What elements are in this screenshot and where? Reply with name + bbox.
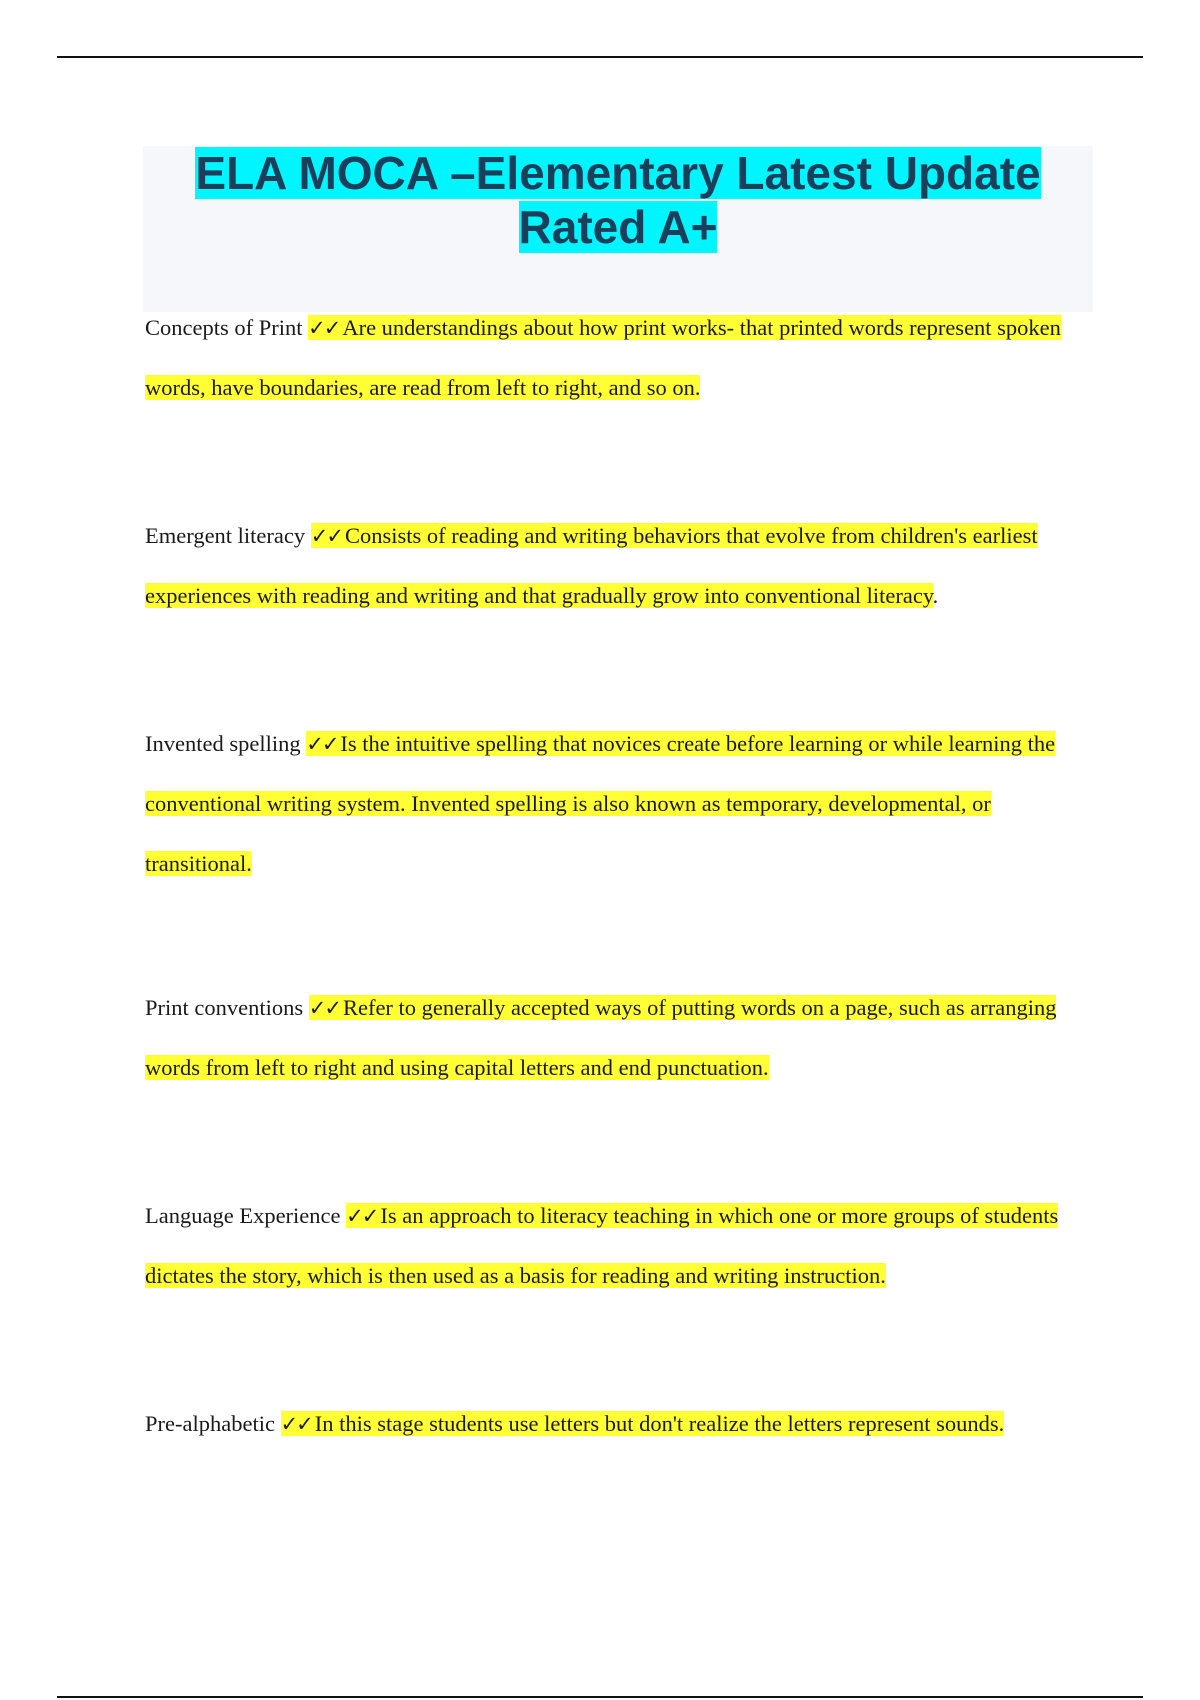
bottom-rule xyxy=(57,1696,1143,1698)
entry-term: Language Experience xyxy=(145,1203,341,1228)
title-block xyxy=(143,146,1093,312)
entry-definition-text: Are understandings about how print works- that printed words represent spoken words, have boundaries, are read from left to right, and so on. xyxy=(145,315,1061,400)
double-check-icon: ✓✓ xyxy=(306,732,338,756)
title-line-2: Rated A+ xyxy=(518,201,718,253)
glossary-entry xyxy=(145,714,1085,894)
double-check-icon: ✓✓ xyxy=(308,316,340,340)
glossary-entry xyxy=(145,978,1085,1098)
document-title xyxy=(143,146,1093,254)
entry-term: Concepts of Print xyxy=(145,315,303,340)
entry-trailing-punctuation: . xyxy=(932,583,939,608)
entry-definition-text: Is an approach to literacy teaching in which one or more groups of students dictates the story, which is then used as a basis for reading and writing instruction. xyxy=(145,1203,1059,1288)
glossary-entry xyxy=(145,1186,1085,1306)
title-line-1: ELA MOCA –Elementary Latest Update xyxy=(195,147,1041,199)
entry-term: Print conventions xyxy=(145,995,304,1020)
entry-term: Emergent literacy xyxy=(145,523,306,548)
entry-definition-text: Consists of reading and writing behaviors that evolve from children's earliest experiences with reading and writing and that gradually grow into conventional literacy xyxy=(145,523,1038,608)
entry-term: Invented spelling xyxy=(145,731,301,756)
double-check-icon: ✓✓ xyxy=(308,996,340,1020)
glossary-entry xyxy=(145,298,1085,418)
entry-term: Pre-alphabetic xyxy=(145,1411,275,1436)
double-check-icon: ✓✓ xyxy=(280,1412,312,1436)
entry-definition-text: Refer to generally accepted ways of putting words on a page, such as arranging words from left to right and using capital letters and end punctuation. xyxy=(145,995,1057,1080)
double-check-icon: ✓✓ xyxy=(346,1204,378,1228)
entry-definition-text: Is the intuitive spelling that novices create before learning or while learning the conventional writing system. Invented spelling is also known as temporary, developmental, or transitional. xyxy=(145,731,1056,876)
double-check-icon: ✓✓ xyxy=(310,524,342,548)
top-rule xyxy=(57,56,1143,58)
glossary-entry xyxy=(145,506,1085,626)
entry-definition xyxy=(281,1411,1005,1436)
glossary-entry xyxy=(145,1394,1085,1454)
entry-definition-text: In this stage students use letters but don't realize the letters represent sounds. xyxy=(314,1411,1005,1436)
